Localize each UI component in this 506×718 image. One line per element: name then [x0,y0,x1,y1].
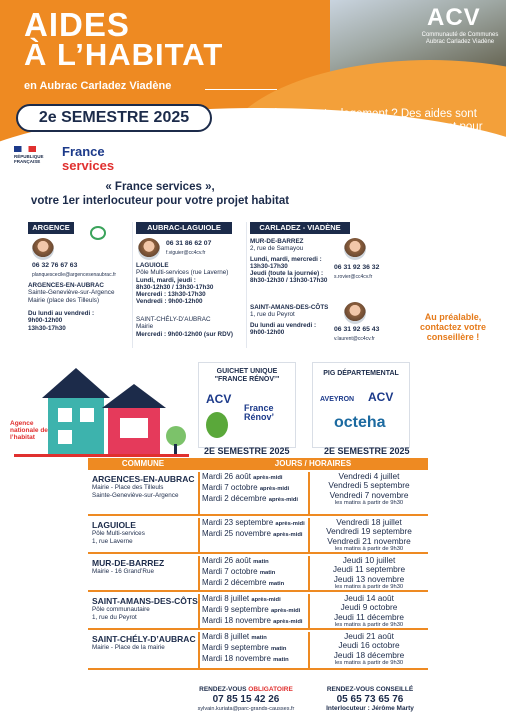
pig-dates [310,556,428,591]
pig-date: Vendredi 18 juillet [336,517,402,527]
commune-cell [92,558,202,576]
pig-hours-note: les matins à partir de 9h30 [334,546,404,553]
pig-phone[interactable]: 05 65 73 65 76 [336,694,404,705]
octeha-logo: octeha [334,414,386,431]
pig-date: Jeudi 16 octobre [338,640,400,651]
guichet-dates [198,518,310,552]
guichet-date [202,578,308,589]
table-row [88,470,428,516]
commune-cell [92,520,202,545]
guichet-phone[interactable]: 07 85 15 42 26 [212,694,280,705]
pig-date: Jeudi 14 août [344,593,394,603]
pig-date: Jeudi 21 août [344,631,394,641]
commune-address: Pôle communautaire [92,606,150,613]
date-text: Mardi 18 novembre [202,654,271,664]
pig-dates [310,472,428,507]
guichet-date [202,529,308,540]
house-illustration [14,360,189,460]
france-services-mini-logo [90,226,106,240]
guichet-date [202,616,308,627]
time-of-day: matin [273,657,289,664]
pig-footer: RENDEZ-VOUS CONSEILLÉ 05 65 73 65 76 Interlocuteur : Jérôme Marty [314,686,426,713]
date-text: Mardi 7 octobre [202,567,258,577]
guichet-dates [198,632,310,668]
pig-hours-note: les matins à partir de 9h30 [334,622,404,629]
commune-address: Pôle Multi-services [92,530,145,537]
commune-address: 1, rue du Peyrot [92,613,137,621]
date-text: Mardi 2 décembre [202,578,267,588]
address-st-amans: SAINT-AMANS-DES-CÔTS 1, rue du Peyrot Du lundi au vendredi : 9h00-12h00 [250,304,329,336]
guichet-date [202,605,308,616]
address-mur-de-barrez: MUR-DE-BARREZ 2, rue de Samayou Lundi, mardi, mercredi : 13h30-17h30 Jeudi (toute la journée) : 8h30-12h30 / 13h30-17h30 [250,238,328,285]
guichet-dates [198,556,310,590]
guichet-title: GUICHET UNIQUE "FRANCE RÉNOV’" [214,368,280,383]
email-carladez-1[interactable]: s.rovier@cc4cv.fr [334,274,373,280]
pig-date: Vendredi 19 septembre [326,526,412,537]
time-of-day: après-midi [268,497,299,504]
guichet-date [202,654,308,665]
date-text: Mardi 26 août [202,556,251,565]
time-of-day: après-midi [275,521,305,527]
commune-address: Mairie - 16 Grand’Rue [92,568,154,575]
date-text: Mardi 7 octobre [202,483,258,493]
table-row [88,630,428,670]
guichet-date [202,567,308,578]
table-row [88,592,428,630]
time-of-day: matin [270,646,287,653]
france-services-logo-2: services [62,158,115,173]
commune-address: Sainte-Geneviève-sur-Argence [92,491,179,499]
table-row [88,554,428,592]
acv-logo: ACV [427,4,481,31]
time-of-day: après-midi [273,619,303,626]
commune-address: Mairie - Place de la mairie [92,644,165,651]
commune-cell [92,474,202,499]
time-of-day: après-midi [253,475,283,481]
subtitle: en Aubrac Carladez Viadène [24,80,172,92]
phone-aubrac[interactable]: 06 31 86 62 07 [166,240,212,247]
time-of-day: matin [268,581,285,588]
advisor-photo [138,238,160,260]
intro-text: Vous rénovez votre logement ? Des aides sont mobilisables et différents dispositifs existent pour votre projet. Des permanences sont là pour vous guider dans vos démarches. [233,108,483,158]
guichet-date [202,483,308,494]
date-text: Mardi 25 novembre [202,529,271,539]
pig-dates [310,518,428,553]
commune-cell [92,634,202,652]
pig-date: Jeudi 9 octobre [340,602,398,613]
email-aubrac[interactable]: f.viguier@cc4cv.fr [166,250,206,256]
commune-address: Mairie - Place des Tilleuls [92,484,164,491]
address-st-chely: SAINT-CHÉLY-D’AUBRAC Mairie Mercredi : 9h00-12h00 (sur RDV) [136,316,233,338]
time-of-day: après-midi [251,597,281,603]
time-of-day: matin [251,635,267,641]
commune-address: 1, rue Laverne [92,537,133,545]
divider [246,222,247,348]
commune-name: MUR-DE-BARREZ [92,558,165,568]
parc-naturel-logo [206,412,228,438]
phone-carladez-2[interactable]: 06 31 92 65 43 [334,326,380,333]
guichet-dates [198,472,310,514]
guichet-date [202,472,308,483]
title-line-2: À L’HABITAT [24,37,224,72]
commune-cell [92,596,202,621]
flag-icon [14,146,36,152]
guichet-semestre: 2E SEMESTRE 2025 [204,446,290,456]
advisor-photo [344,238,366,260]
email-carladez-2[interactable]: v.laurent@cc4cv.fr [334,336,375,342]
col-head-argence: ARGENCE [28,222,74,234]
pig-date: Jeudi 13 novembre [333,573,405,584]
th-horaires: JOURS / HORAIRES [198,458,428,470]
commune-name: LAGUIOLE [92,520,136,530]
date-text: Mardi 9 septembre [202,643,269,653]
guichet-date [202,494,308,505]
col-head-aubrac: AUBRAC-LAGUIOLE [136,222,232,234]
time-of-day: après-midi [270,608,301,615]
date-text: Mardi 23 septembre [202,518,274,527]
pig-date: Vendredi 5 septembre [328,480,410,491]
advisor-photo [344,302,366,324]
pig-date: Jeudi 10 juillet [342,555,396,565]
th-commune: COMMUNE [88,458,198,470]
acv-small-logo: ACV [206,392,232,406]
france-renov-logo: France Rénov’ [244,403,275,422]
date-text: Mardi 26 août [202,472,251,481]
phone-argence[interactable]: 06 32 76 67 63 [32,262,78,269]
pig-hours-note: les matins à partir de 9h30 [334,584,404,591]
aveyron-logo: AVEYRON [320,396,355,403]
republique-logo: RÉPUBLIQUE FRANÇAISE [14,146,48,164]
pig-hours-note: les matins à partir de 9h30 [334,500,404,507]
tagline: « France services », votre 1er interlocuteur pour votre projet habitat [30,181,290,207]
time-of-day: après-midi [259,486,290,493]
date-text: Mardi 2 décembre [202,494,267,504]
guichet-date [202,518,308,529]
time-of-day: matin [259,570,276,577]
pig-dates [310,632,428,667]
pig-date: Vendredi 7 novembre [329,489,409,500]
semestre-badge: 2e SEMESTRE 2025 [16,104,212,132]
time-of-day: après-midi [273,532,303,539]
date-text: Mardi 9 septembre [202,605,269,615]
pig-title: PIG DÉPARTEMENTAL [323,370,399,377]
date-text: Mardi 18 novembre [202,616,271,626]
date-text: Mardi 8 juillet [202,594,250,603]
address-aubrac: LAGUIOLE Pôle Multi-services (rue Laverne) Lundi, mardi, jeudi : 8h30-12h30 / 13h30-17h30 Mercredi : 13h30-17h30 Vendredi : 9h00-12h00 [136,262,229,306]
title-line-1: AIDES [24,6,130,43]
guichet-date [202,594,308,605]
commune-name: ARGENCES-EN-AUBRAC [92,474,195,484]
prealable-note: Au préalable, contactez votre conseillère ! [419,312,487,342]
guichet-date [202,556,308,567]
guichet-footer: RENDEZ-VOUS OBLIGATOIRE 07 85 15 42 26 sylvain.kuriata@parc-grands-causses.fr [197,686,295,712]
email-argence[interactable]: planquescecile@argencesenaubrac.fr [32,272,117,278]
pig-semestre: 2E SEMESTRE 2025 [324,446,410,456]
acv-logo-caption: Communauté de Communes Aubrac Carladez Viadène [421,32,499,45]
phone-carladez-1[interactable]: 06 31 92 36 32 [334,264,380,271]
advisor-photo [32,238,54,260]
guichet-email[interactable]: sylvain.kuriata@parc-grands-causses.fr [197,706,295,712]
commune-name: SAINT-CHÉLY-D’AUBRAC [92,634,196,644]
france-services-logo: France [62,144,105,159]
subtitle-rule [205,89,277,90]
anah-logo: Agence nationale de l’habitat [10,420,48,441]
pig-hours-note: les matins à partir de 9h30 [334,660,404,667]
time-of-day: matin [253,559,269,565]
date-text: Mardi 8 juillet [202,632,250,641]
pig-date: Jeudi 11 septembre [332,564,406,575]
col-head-carladez: CARLADEZ - VIADÈNE [250,222,350,234]
guichet-dates [198,594,310,628]
pig-date: Jeudi 11 décembre [334,611,404,622]
hours-argence: Du lundi au vendredi : 9h00-12h00 13h30-17h30 [28,310,95,332]
divider [132,222,133,348]
pig-date: Vendredi 21 novembre [327,535,411,546]
acv-small-logo: ACV [368,390,394,404]
guichet-date [202,632,308,643]
commune-name: SAINT-AMANS-DES-CÔTS [92,596,198,606]
pig-dates [310,594,428,629]
pig-date: Vendredi 4 juillet [338,471,400,481]
guichet-date [202,643,308,654]
table-row [88,516,428,554]
address-argence: ARGENCES-EN-AUBRAC Sainte-Geneviève-sur-Argence Mairie (place des Tilleuls) [28,282,115,304]
pig-date: Jeudi 18 décembre [333,649,405,660]
